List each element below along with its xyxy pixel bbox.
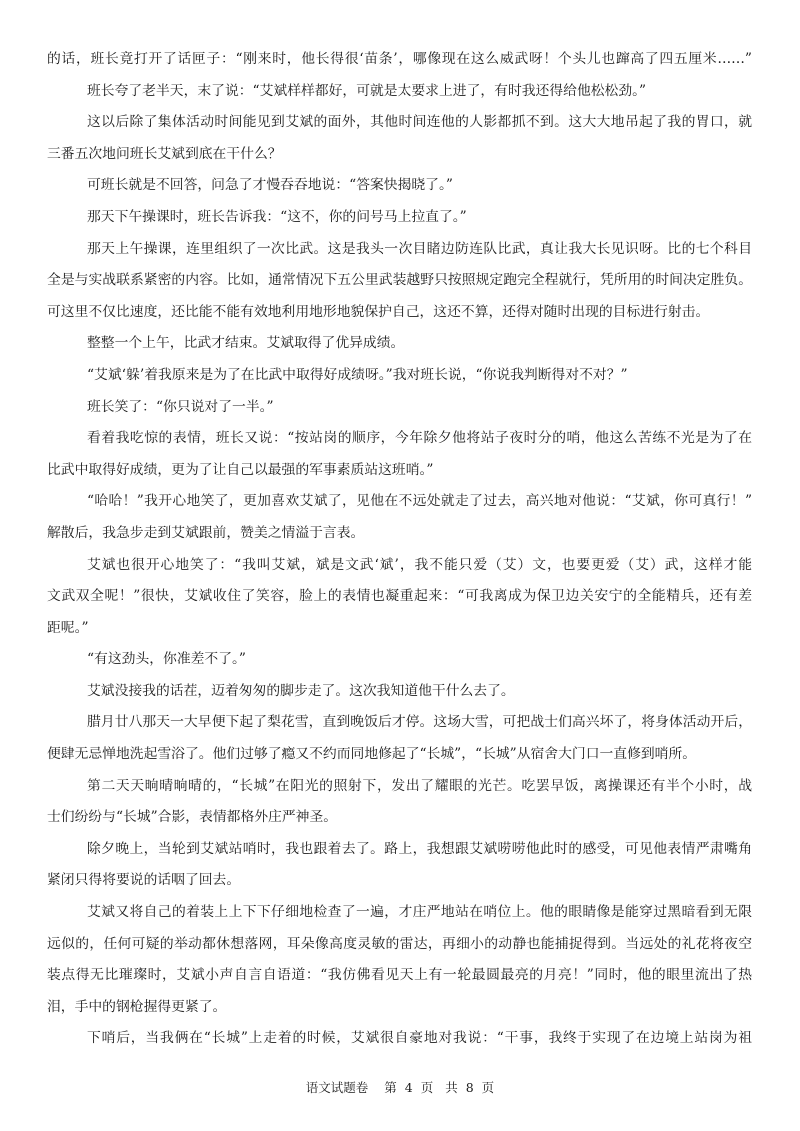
paragraph <box>47 834 752 897</box>
text-line: 文武双全呢！”很快，艾斌收住了笑容，脸上的表情也凝重起来：“可我离成为保卫边关安宁的全能精兵，还有差 <box>47 588 752 605</box>
text-line: 看着我吃惊的表情，班长又说：“按站岗的顺序，今年除夕他将站子夜时分的哨，他这么苦练不光是为了在 <box>87 430 752 447</box>
text-line: 艾斌也很开心地笑了：“我叫艾斌，斌是文武‘斌’，我不能只爱（艾）文，也要更爱（艾）武，这样才能 <box>87 556 752 573</box>
page-footer <box>0 1078 800 1096</box>
text-line: 三番五次地问班长艾斌到底在干什么？ <box>47 145 282 162</box>
page-suffix: 页 <box>420 1080 434 1095</box>
text-line: 班长夸了老半天，末了说：“艾斌样样都好，可就是太要求上进了，有时我还得给他松松劲。” <box>87 82 647 99</box>
paragraph <box>47 676 752 708</box>
text-line: 班长笑了：“你只说对了一半。” <box>87 398 274 415</box>
body-text <box>47 44 752 1055</box>
text-line: “哈哈！”我开心地笑了，更加喜欢艾斌了，见他在不远处就走了过去，高兴地对他说：“艾斌，你可真行！” <box>87 493 752 510</box>
text-line: 整整一个上午，比武才结束。艾斌取得了优异成绩。 <box>87 335 405 352</box>
text-line: 艾斌又将自己的着装上上下下仔细地检查了一遍，才庄严地站在哨位上。他的眼睛像是能穿过黑暗看到无限 <box>87 904 752 921</box>
text-line: 解散后，我急步走到艾斌跟前，赞美之情溢于言表。 <box>47 524 365 541</box>
paragraph <box>47 360 752 392</box>
paragraph <box>47 707 752 770</box>
text-line: 比武中取得好成绩，更为了让自己以最强的军事素质站这班哨。” <box>47 461 434 478</box>
total-prefix: 共 <box>445 1080 458 1095</box>
paragraph <box>47 423 752 486</box>
text-line: 距呢。” <box>47 619 89 636</box>
paragraph <box>47 202 752 234</box>
text-line: 便肆无忌惮地洗起雪浴了。他们过够了瘾又不约而同地修起了“长城”，“长城”从宿舍大门口一直修到哨所。 <box>47 746 697 763</box>
paragraph <box>47 170 752 202</box>
text-line: 第二天天晌晴晌晴的，“长城”在阳光的照射下，发出了耀眼的光芒。吃罢早饭，离操课还有半个小时，战 <box>87 777 752 794</box>
paragraph <box>47 1023 752 1055</box>
paragraph <box>47 234 752 329</box>
paragraph <box>47 771 752 834</box>
text-line: 这以后除了集体活动时间能见到艾斌的面外，其他时间连他的人影都抓不到。这大大地吊起了我的胃口，就 <box>87 114 752 131</box>
text-line: 那天上午操课，连里组织了一次比武。这是我头一次目睹边防连队比武，真让我大长见识呀。比的七个科目 <box>87 240 752 257</box>
text-line: 那天下午操课时，班长告诉我：“这不，你的问号马上拉直了。” <box>87 208 467 225</box>
paragraph <box>47 392 752 424</box>
text-line: 装点得无比璀璨时，艾斌小声自言自语道：“我仿佛看见天上有一轮最圆最亮的月亮！”同时，他的眼里流出了热 <box>47 967 752 984</box>
text-line: 可这里不仅比速度，还比能不能有效地利用地形地貌保护自己，这还不算，还得对随时出现的目标进行射击。 <box>47 303 710 320</box>
text-line: 艾斌没接我的话茬，迈着匆匆的脚步走了。这次我知道他干什么去了。 <box>87 682 515 699</box>
paragraph <box>47 44 752 76</box>
text-line: 泪，手中的钢枪握得更紧了。 <box>47 998 227 1015</box>
paragraph <box>47 76 752 108</box>
paragraph <box>47 486 752 549</box>
page-number: 4 <box>404 1080 413 1095</box>
text-line: “艾斌‘躲’着我原来是为了在比武中取得好成绩呀。”我对班长说，“你说我判断得对不对？” <box>87 366 628 383</box>
text-line: 的话，班长竟打开了话匣子：“刚来时，他长得很‘苗条’，哪像现在这么威武呀！个头儿也蹿高了四五厘米……” <box>47 51 752 67</box>
total-pages: 8 <box>465 1080 474 1095</box>
exam-title: 语文试题卷 <box>305 1080 369 1095</box>
text-line: 可班长就是不回答，问急了才慢吞吞地说：“答案快揭晓了。” <box>87 177 453 194</box>
text-line: 腊月廿八那天一大早便下起了梨花雪，直到晚饭后才停。这场大雪，可把战士们高兴坏了，将身体活动开后， <box>87 714 752 731</box>
paragraph <box>47 328 752 360</box>
text-line: 紧闭只得将要说的话咽了回去。 <box>47 872 241 889</box>
text-line: 下哨后，当我俩在“长城”上走着的时候，艾斌很自豪地对我说：“干事，我终于实现了在边境上站岗为祖 <box>87 1030 752 1047</box>
paragraph <box>47 644 752 676</box>
paragraph <box>47 897 752 1023</box>
text-line: 全是与实战联系紧密的内容。比如，通常情况下五公里武装越野只按照规定跑完全程就行，凭所用的时间决定胜负。 <box>47 272 752 289</box>
paragraph <box>47 107 752 170</box>
text-line: “有这劲头，你准差不了。” <box>87 651 246 668</box>
text-line: 远似的，任何可疑的举动都休想落网，耳朵像高度灵敏的雷达，再细小的动静也能捕捉得到。当远处的礼花将夜空 <box>47 935 752 952</box>
paragraph <box>47 550 752 645</box>
page-prefix: 第 <box>384 1080 397 1095</box>
text-line: 士们纷纷与“长城”合影，表情都格外庄严神圣。 <box>47 809 338 826</box>
text-line: 除夕晚上，当轮到艾斌站哨时，我也跟着去了。路上，我想跟艾斌唠唠他此时的感受，可见他表情严肃嘴角 <box>87 840 752 857</box>
total-suffix: 页 <box>481 1080 495 1095</box>
